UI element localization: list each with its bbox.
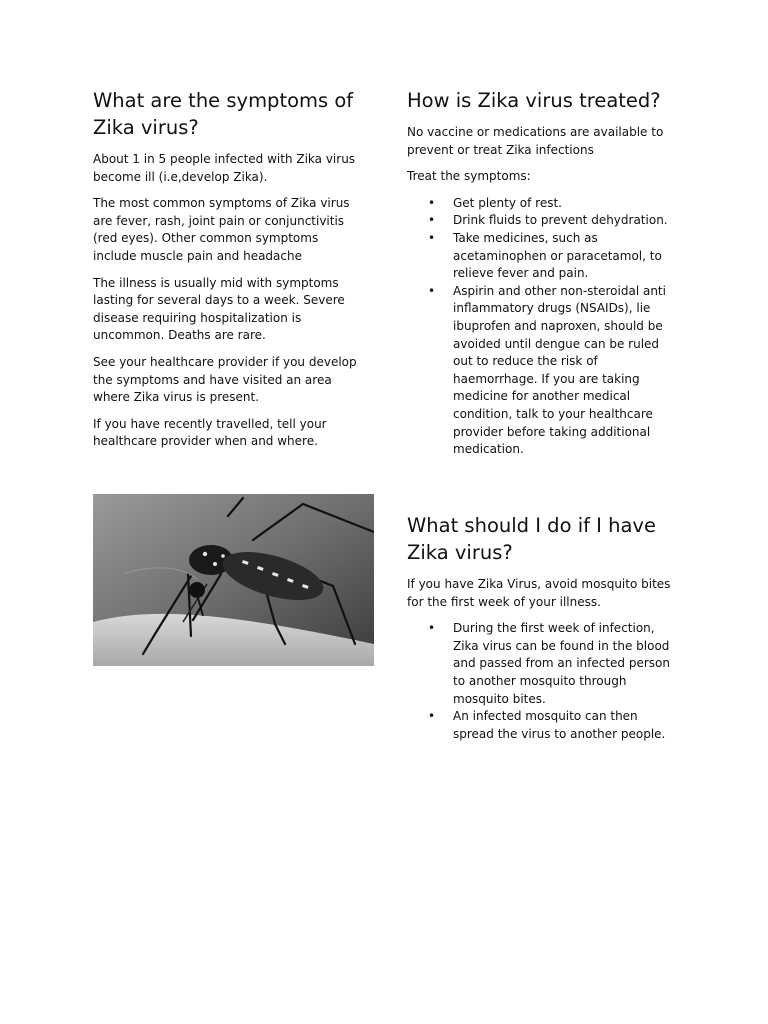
list-item-text: Get plenty of rest. bbox=[453, 195, 562, 210]
bullet-icon: • bbox=[428, 621, 436, 636]
list-item bbox=[407, 283, 679, 459]
treatment-list bbox=[407, 195, 679, 459]
symptoms-paragraph: See your healthcare provider if you develop the symptoms and have visited an area where Zika virus is present. bbox=[93, 354, 357, 405]
list-item bbox=[407, 620, 679, 708]
infected-list bbox=[407, 620, 679, 743]
list-item-text: An infected mosquito can then spread the virus to another people. bbox=[453, 709, 666, 741]
list-item bbox=[407, 708, 679, 743]
bullet-icon: • bbox=[428, 195, 436, 210]
infected-intro: If you have Zika Virus, avoid mosquito bites for the first week of your illness. bbox=[407, 577, 671, 609]
list-item-text: Aspirin and other non-steroidal anti inflammatory drugs (NSAIDs), lie ibuprofen and naproxen, should be avoided until dengue can be ruled out to reduce the risk of haemorrhage. If you are taking medicine for another medical condition, talk to your healthcare provider before taking additional medication. bbox=[453, 283, 666, 457]
list-item-text: Take medicines, such as acetaminophen or paracetamol, to relieve fever and pain. bbox=[453, 230, 662, 281]
infected-heading-line2: Zika virus? bbox=[407, 541, 513, 564]
symptoms-heading bbox=[93, 87, 365, 141]
bullet-icon: • bbox=[428, 709, 436, 724]
symptoms-section bbox=[93, 87, 365, 451]
symptoms-paragraph: The illness is usually mid with symptoms lasting for several days to a week. Severe disease requiring hospitalization is uncommon. Deaths are rare. bbox=[93, 275, 345, 343]
treatment-subhead: Treat the symptoms: bbox=[407, 169, 531, 184]
infected-heading bbox=[407, 512, 679, 566]
treatment-section bbox=[407, 87, 679, 459]
list-item-text: During the first week of infection, Zika virus can be found in the blood and passed from an infected person to another mosquito through mosquito bites. bbox=[453, 621, 670, 706]
mosquito-photo bbox=[93, 494, 374, 666]
symptoms-heading-line2: Zika virus? bbox=[93, 116, 199, 139]
treatment-heading: How is Zika virus treated? bbox=[407, 89, 661, 112]
symptoms-paragraph: The most common symptoms of Zika virus are fever, rash, joint pain or conjunctivitis (red eyes). Other common symptoms include muscle pain and headache bbox=[93, 196, 350, 263]
list-item bbox=[407, 195, 679, 213]
bullet-icon: • bbox=[428, 283, 436, 298]
list-item bbox=[407, 230, 679, 283]
infected-heading-line1: What should I do if I have bbox=[407, 514, 656, 537]
treatment-intro: No vaccine or medications are available to prevent or treat Zika infections bbox=[407, 125, 664, 157]
infected-section bbox=[407, 512, 679, 743]
bullet-icon: • bbox=[428, 230, 436, 245]
symptoms-paragraph: If you have recently travelled, tell your healthcare provider when and where. bbox=[93, 416, 327, 449]
bullet-icon: • bbox=[428, 213, 436, 228]
symptoms-paragraph: About 1 in 5 people infected with Zika virus become ill (i.e,develop Zika). bbox=[93, 152, 356, 184]
symptoms-heading-line1: What are the symptoms of bbox=[93, 89, 354, 112]
list-item bbox=[407, 212, 679, 230]
list-item-text: Drink fluids to prevent dehydration. bbox=[453, 213, 668, 228]
